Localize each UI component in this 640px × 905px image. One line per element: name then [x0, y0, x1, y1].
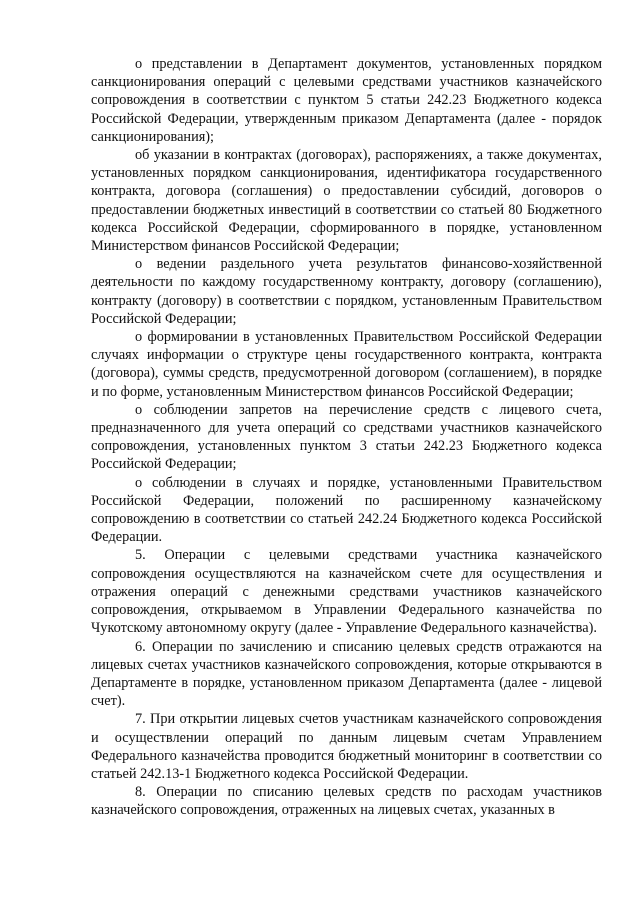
paragraph-item-6: 6. Операции по зачислению и списанию целевых средств отражаются на лицевых счетах участников казначейского сопровождения, которые открываются в Департаменте в порядке, установленном приказом Департамента (далее - лицевой счет).: [91, 638, 602, 710]
document-page: [91, 55, 602, 820]
paragraph-sanctioning-docs: о представлении в Департамент документов, установленных порядком санкционирования операций с целевыми средствами участников казначейского сопровождения в соответствии с пунктом 5 статьи 242.23 Бюджетного кодекса Российской Федерации, утвержденным приказом Департамента (далее - порядок санкционирования);: [91, 56, 602, 145]
paragraph-item-7: 7. При открытии лицевых счетов участникам казначейского сопровождения и осуществлении операций по данным лицевым счетам Управлением Федерального казначейства проводится бюджетный мониторинг в соответствии со статьей 242.13-1 Бюджетного кодекса Российской Федерации.: [91, 711, 602, 782]
paragraph-contract-identifier: об указании в контрактах (договорах), распоряжениях, а также документах, установленных порядком санкционирования, идентификатора государственного контракта, договора (соглашения) о предоставлении субсидий, договоров о предоставлении бюджетных инвестиций в соответствии со статьей 80 Бюджетного кодекса Российской Федерации, сформированного в порядке, установленном Министерством финансов Российской Федерации;: [91, 147, 602, 255]
paragraph-item-5: 5. Операции с целевыми средствами участника казначейского сопровождения осуществляются на казначейском счете для осуществления и отражения операций с денежными средствами участников казначейского сопровождения, открываемом в Управлении Федерального казначейства по Чукотскому автономному округу (далее - Управление Федерального казначейства).: [91, 547, 602, 637]
paragraph-price-structure: о формировании в установленных Правительством Российской Федерации случаях информации о структуре цены государственного контракта, контракта (договора), суммы средств, предусмотренной договором (соглашением), в порядке и по форме, установленным Министерством финансов Российской Федерации;: [91, 329, 602, 400]
paragraph-separate-accounting: о ведении раздельного учета результатов финансово-хозяйственной деятельности по каждому государственному контракту, договору (соглашению), контракту (договору) в соответствии с порядком, установленным Правительством Российской Федерации;: [91, 256, 602, 327]
paragraph-transfer-prohibitions: о соблюдении запретов на перечисление средств с лицевого счета, предназначенного для учета операций со средствами участников казначейского сопровождения, установленных пунктом 3 статьи 242.23 Бюджетного кодекса Российской Федерации;: [91, 401, 602, 473]
paragraph-extended-support: о соблюдении в случаях и порядке, установленными Правительством Российской Федерации, положений по расширенному казначейскому сопровождению в соответствии со статьей 242.24 Бюджетного кодекса Российской Федерации.: [91, 474, 602, 546]
paragraph-item-8: 8. Операции по списанию целевых средств по расходам участников казначейского сопровождения, отраженных на лицевых счетах, указанных в: [91, 784, 602, 819]
